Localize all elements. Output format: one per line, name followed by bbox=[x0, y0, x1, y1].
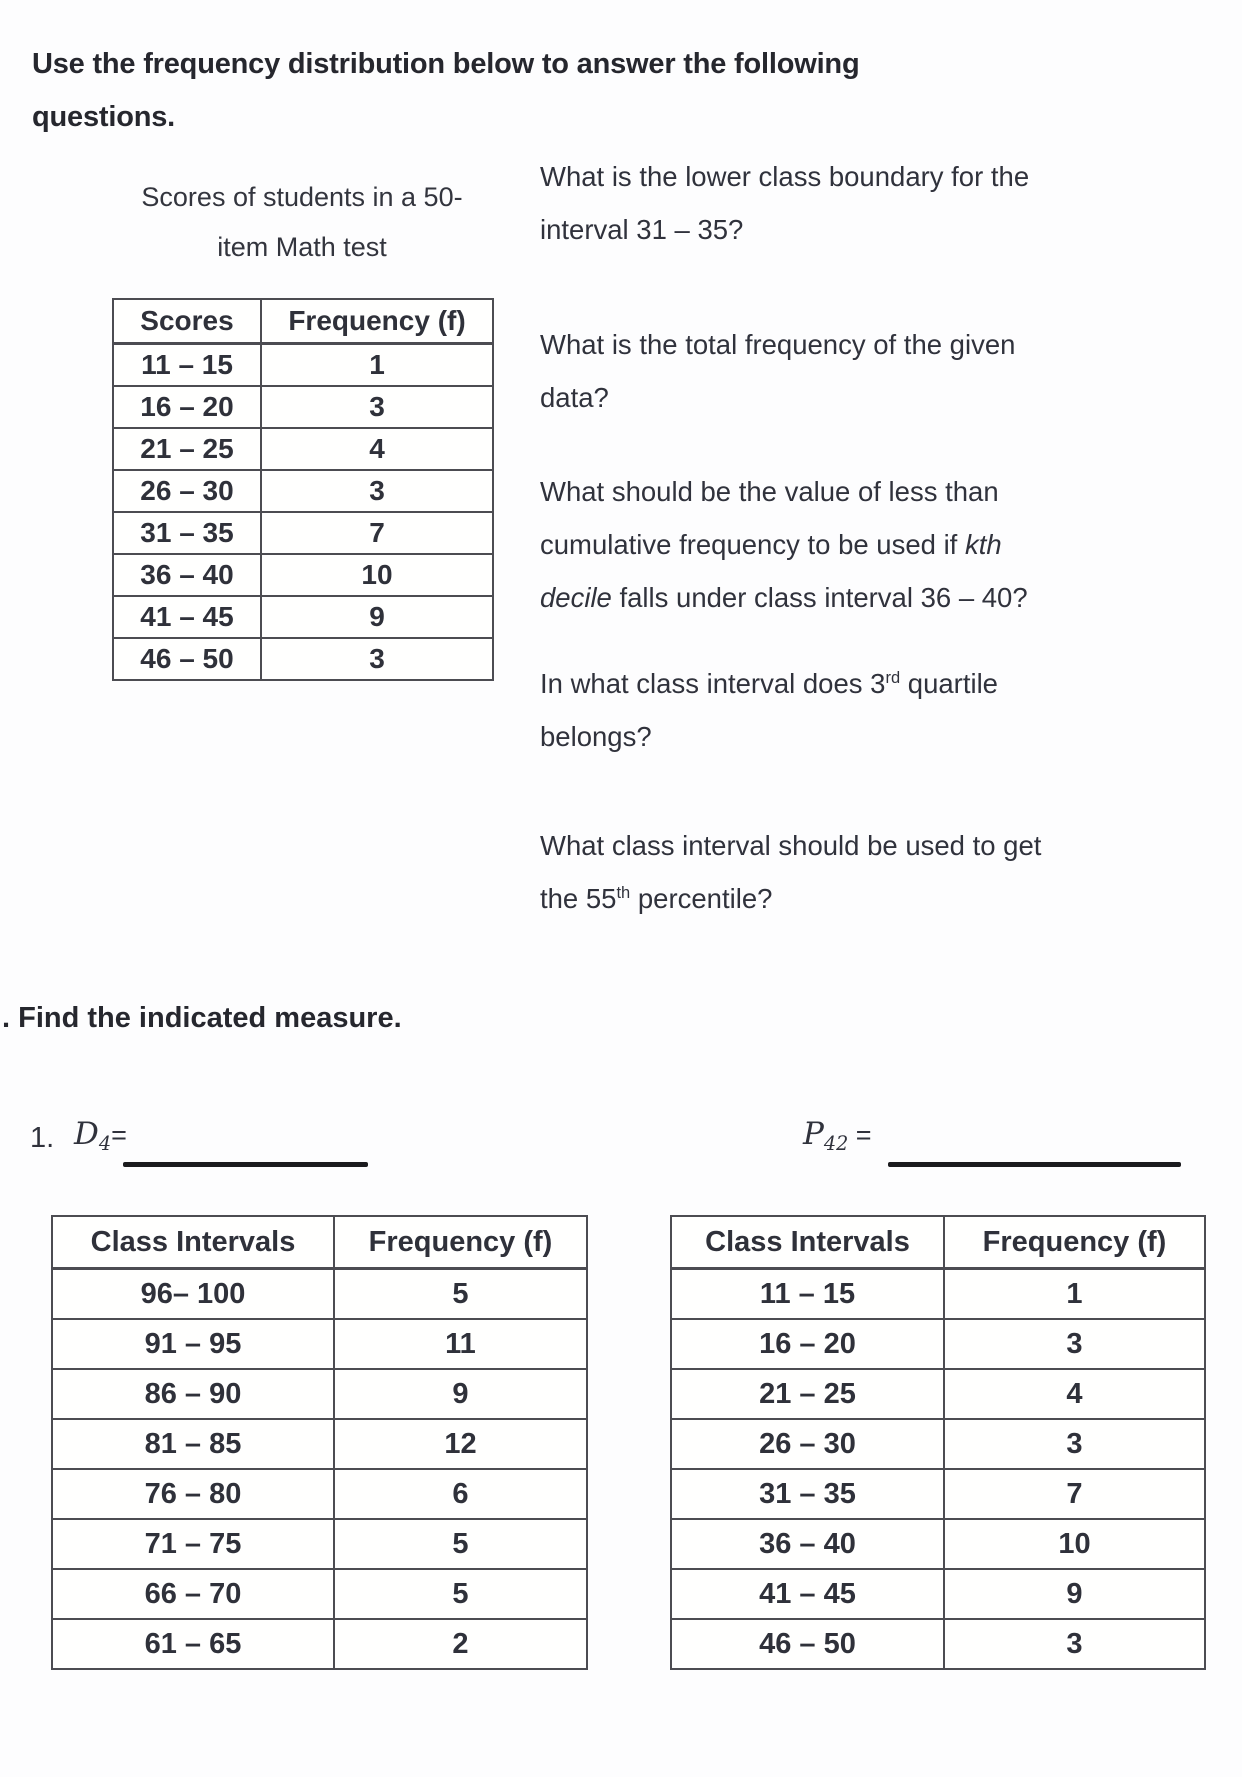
table-row bbox=[671, 1419, 1205, 1469]
table-cell: 16 – 20 bbox=[113, 386, 261, 428]
scores-table-caption-line1: Scores of students in a 50- bbox=[141, 182, 463, 212]
table-cell: 1 bbox=[261, 344, 493, 387]
table-row bbox=[113, 428, 493, 470]
table-header-row bbox=[113, 299, 493, 344]
table-cell: 41 – 45 bbox=[671, 1569, 944, 1619]
d4-subscript: 4 bbox=[98, 1132, 112, 1155]
p42-label bbox=[803, 1116, 872, 1155]
table-header-row bbox=[52, 1216, 587, 1269]
table-cell: 3 bbox=[261, 470, 493, 512]
table-row bbox=[113, 344, 493, 387]
table-row bbox=[113, 638, 493, 680]
table-row bbox=[52, 1369, 587, 1419]
table-cell: 76 – 80 bbox=[52, 1469, 334, 1519]
column-header: Frequency (f) bbox=[944, 1216, 1205, 1269]
question-text: What should be the value of less than cumulative frequency to be used if kth decile falls under class interval 36 – 40? bbox=[540, 476, 1028, 613]
table-row bbox=[671, 1369, 1205, 1419]
question-text: What is the total frequency of the given data? bbox=[540, 329, 1016, 413]
d4-label bbox=[74, 1116, 127, 1155]
p42-equals-sign: = bbox=[848, 1120, 872, 1150]
table-cell: 26 – 30 bbox=[113, 470, 261, 512]
table-row bbox=[113, 470, 493, 512]
table-cell: 7 bbox=[944, 1469, 1205, 1519]
column-header: Class Intervals bbox=[52, 1216, 334, 1269]
table-cell: 11 bbox=[334, 1319, 587, 1369]
table-cell: 21 – 25 bbox=[113, 428, 261, 470]
scores-table-caption-line2: item Math test bbox=[217, 232, 387, 262]
question-text: What is the lower class boundary for the interval 31 – 35? bbox=[540, 161, 1030, 245]
table-cell: 10 bbox=[261, 554, 493, 596]
table-cell: 10 bbox=[944, 1519, 1205, 1569]
instruction-heading bbox=[32, 38, 992, 144]
table-cell: 91 – 95 bbox=[52, 1319, 334, 1369]
table-header-row bbox=[671, 1216, 1205, 1269]
table-cell: 4 bbox=[261, 428, 493, 470]
table-cell: 36 – 40 bbox=[113, 554, 261, 596]
column-header: Frequency (f) bbox=[261, 299, 493, 344]
table-cell: 36 – 40 bbox=[671, 1519, 944, 1569]
table-cell: 9 bbox=[261, 596, 493, 638]
table-cell: 61 – 65 bbox=[52, 1619, 334, 1669]
table-cell: 12 bbox=[334, 1419, 587, 1469]
table-cell: 3 bbox=[944, 1619, 1205, 1669]
table-cell: 7 bbox=[261, 512, 493, 554]
answer-blank-p42 bbox=[888, 1162, 1181, 1167]
table-cell: 2 bbox=[334, 1619, 587, 1669]
table-row bbox=[113, 596, 493, 638]
question-text: In what class interval does 3rd quartile belongs? bbox=[540, 668, 998, 752]
column-header: Frequency (f) bbox=[334, 1216, 587, 1269]
table-cell: 26 – 30 bbox=[671, 1419, 944, 1469]
p42-symbol: P bbox=[803, 1116, 824, 1152]
left-class-intervals-table bbox=[51, 1215, 588, 1670]
right-class-intervals-table bbox=[670, 1215, 1206, 1670]
scores-frequency-table bbox=[112, 298, 494, 681]
item-number: 1. bbox=[30, 1122, 55, 1154]
table-cell: 3 bbox=[944, 1419, 1205, 1469]
column-header: Class Intervals bbox=[671, 1216, 944, 1269]
table-row bbox=[52, 1619, 587, 1669]
table-cell: 5 bbox=[334, 1569, 587, 1619]
table-row bbox=[52, 1269, 587, 1320]
table-row bbox=[671, 1269, 1205, 1320]
table-row bbox=[671, 1569, 1205, 1619]
table-cell: 31 – 35 bbox=[671, 1469, 944, 1519]
table-row bbox=[52, 1469, 587, 1519]
table-cell: 41 – 45 bbox=[113, 596, 261, 638]
table-row bbox=[113, 512, 493, 554]
table-cell: 3 bbox=[261, 386, 493, 428]
p42-subscript: 42 bbox=[823, 1132, 849, 1155]
table-cell: 11 – 15 bbox=[113, 344, 261, 387]
table-cell: 9 bbox=[334, 1369, 587, 1419]
scores-table-caption bbox=[92, 172, 512, 272]
table-row bbox=[113, 386, 493, 428]
section-heading: . Find the indicated measure. bbox=[2, 1002, 402, 1034]
table-row bbox=[671, 1469, 1205, 1519]
table-cell: 66 – 70 bbox=[52, 1569, 334, 1619]
column-header: Scores bbox=[113, 299, 261, 344]
instruction-heading-line2: questions. bbox=[32, 101, 176, 133]
table-row bbox=[671, 1519, 1205, 1569]
table-row bbox=[52, 1569, 587, 1619]
table-row bbox=[113, 554, 493, 596]
table-row bbox=[52, 1319, 587, 1369]
table-cell: 46 – 50 bbox=[671, 1619, 944, 1669]
answer-blank-d4 bbox=[123, 1162, 368, 1167]
table-cell: 16 – 20 bbox=[671, 1319, 944, 1369]
table-cell: 1 bbox=[944, 1269, 1205, 1320]
table-cell: 31 – 35 bbox=[113, 512, 261, 554]
table-cell: 86 – 90 bbox=[52, 1369, 334, 1419]
table-cell: 96– 100 bbox=[52, 1269, 334, 1320]
table-cell: 21 – 25 bbox=[671, 1369, 944, 1419]
table-cell: 3 bbox=[261, 638, 493, 680]
question-text: What class interval should be used to get the 55th percentile? bbox=[540, 830, 1042, 914]
d4-symbol: D bbox=[74, 1116, 99, 1152]
table-cell: 5 bbox=[334, 1269, 587, 1320]
table-cell: 5 bbox=[334, 1519, 587, 1569]
table-cell: 81 – 85 bbox=[52, 1419, 334, 1469]
table-cell: 3 bbox=[944, 1319, 1205, 1369]
table-row bbox=[671, 1319, 1205, 1369]
table-cell: 9 bbox=[944, 1569, 1205, 1619]
table-row bbox=[52, 1519, 587, 1569]
table-cell: 71 – 75 bbox=[52, 1519, 334, 1569]
table-cell: 46 – 50 bbox=[113, 638, 261, 680]
table-row bbox=[671, 1619, 1205, 1669]
table-cell: 11 – 15 bbox=[671, 1269, 944, 1320]
d4-equals-sign: = bbox=[111, 1120, 127, 1150]
table-row bbox=[52, 1419, 587, 1469]
table-cell: 6 bbox=[334, 1469, 587, 1519]
question-list bbox=[540, 150, 1045, 925]
instruction-heading-line1: Use the frequency distribution below to answer the following bbox=[32, 48, 860, 80]
table-cell: 4 bbox=[944, 1369, 1205, 1419]
